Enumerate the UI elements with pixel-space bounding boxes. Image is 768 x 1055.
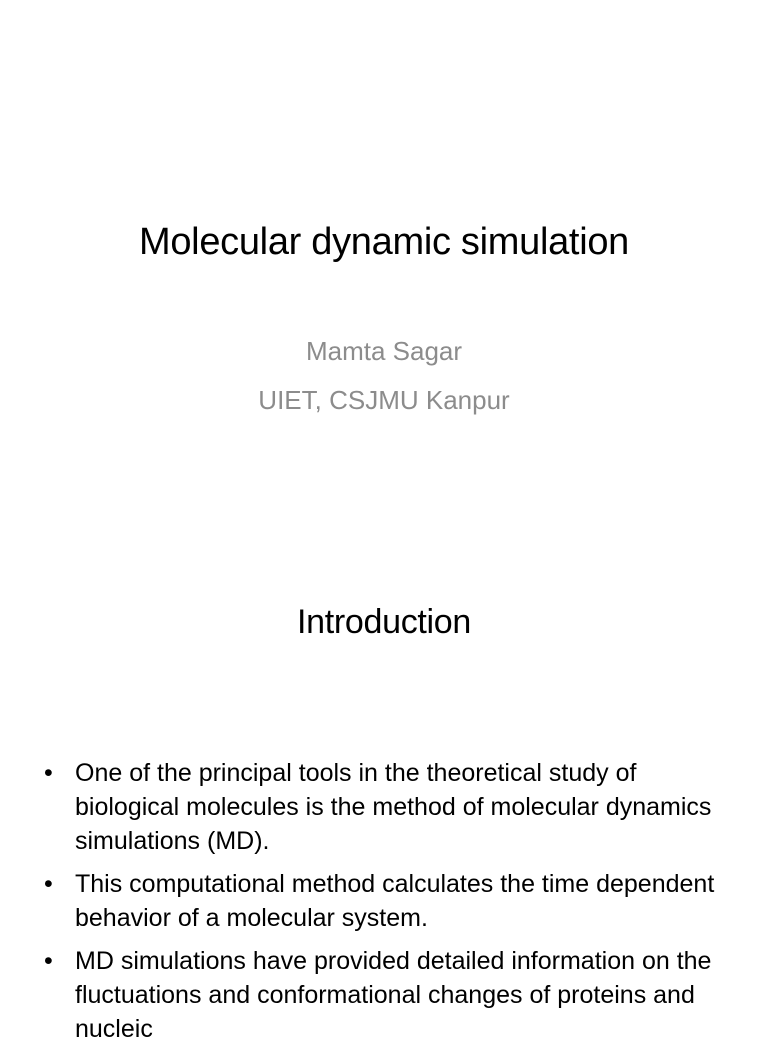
bullet-text: One of the principal tools in the theoretical study of biological molecules is the method of molecular dynamics simulations (MD).: [75, 759, 712, 855]
introduction-heading: Introduction: [296, 603, 472, 641]
author-affiliation: UIET, CSJMU Kanpur: [258, 385, 510, 415]
bullet-text: MD simulations have provided detailed information on the fluctuations and conformational changes of proteins and nucleic: [75, 947, 712, 1043]
bullet-icon: •: [44, 870, 53, 898]
author-name: Mamta Sagar: [305, 336, 463, 366]
bullet-list: [44, 756, 744, 1055]
bullet-icon: •: [44, 759, 53, 787]
bullet-icon: •: [44, 947, 53, 975]
introduction-slide: [0, 576, 768, 1043]
bullet-item: [44, 867, 744, 935]
bullet-item: [44, 756, 744, 858]
bullet-item: [44, 944, 744, 1046]
bullet-text: This computational method calculates the time dependent behavior of a molecular system.: [75, 870, 715, 932]
slide-title: Molecular dynamic simulation: [138, 221, 630, 263]
